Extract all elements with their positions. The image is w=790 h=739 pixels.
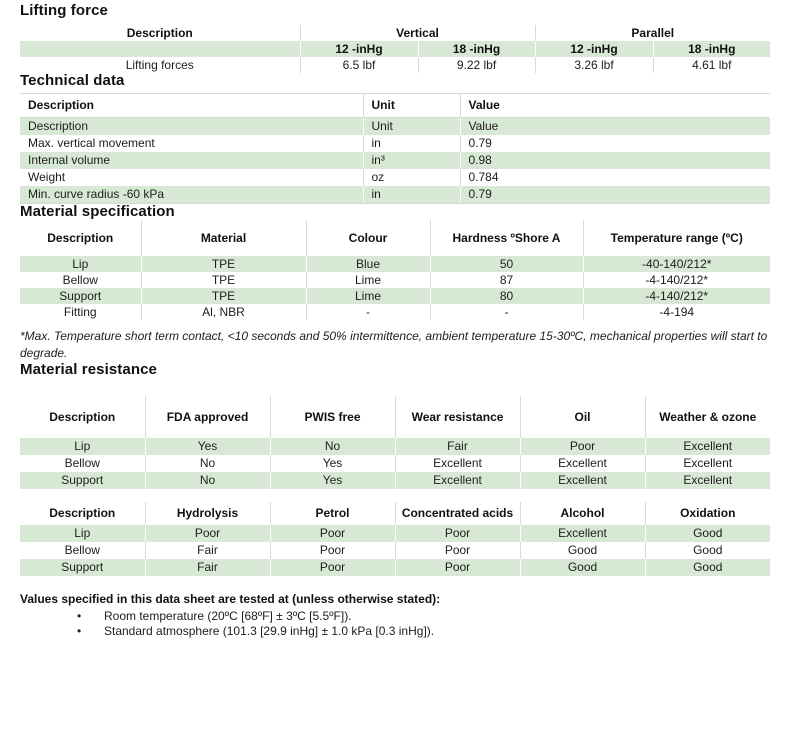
cell: Lime — [306, 288, 430, 304]
subheader-cell: 18 -inHg — [418, 41, 535, 57]
section-title-lifting-force: Lifting force — [20, 2, 108, 19]
tech-header-row — [20, 94, 770, 118]
cell: 0.784 — [460, 169, 770, 186]
cell: Support — [20, 288, 141, 304]
header-cell: Oil — [520, 396, 645, 438]
subheader-cell: 12 -inHg — [535, 41, 653, 57]
cell: Excellent — [395, 455, 520, 472]
cell: 6.5 lbf — [300, 57, 418, 73]
table-row — [20, 57, 770, 73]
cell: Weight — [28, 170, 66, 184]
table-row — [20, 118, 770, 136]
table-row — [20, 288, 770, 304]
cell: Good — [520, 542, 645, 559]
cell: Excellent — [520, 472, 645, 489]
header-cell-parallel: Parallel — [535, 25, 770, 41]
cell: Max. vertical movement — [28, 136, 155, 150]
header-cell: PWIS free — [270, 396, 395, 438]
header-cell: Unit — [363, 94, 460, 118]
lifting-subheader-row — [20, 41, 770, 57]
cell: Value — [460, 118, 770, 136]
footer-bullet-list — [75, 609, 770, 639]
header-cell: Description — [49, 506, 116, 520]
cell: Lime — [306, 272, 430, 288]
cell: - — [306, 304, 430, 320]
section-title-technical-data: Technical data — [20, 72, 125, 89]
cell: Fair — [145, 542, 270, 559]
cell: 80 — [430, 288, 583, 304]
header-cell: Temperature range (ºC) — [583, 220, 770, 256]
cell: Support — [20, 559, 145, 576]
cell: Lip — [20, 525, 145, 542]
list-item — [75, 624, 770, 639]
table-row — [20, 559, 770, 576]
cell: 9.22 lbf — [418, 57, 535, 73]
cell: Good — [645, 542, 770, 559]
cell: Blue — [306, 256, 430, 272]
cell: in³ — [363, 152, 460, 169]
cell: TPE — [141, 288, 306, 304]
cell: Excellent — [645, 472, 770, 489]
cell: in — [363, 135, 460, 152]
table-row — [20, 152, 770, 169]
cell: 0.79 — [460, 135, 770, 152]
header-cell: Colour — [306, 220, 430, 256]
cell: TPE — [141, 256, 306, 272]
table-row — [20, 272, 770, 288]
matres1-header-row — [20, 396, 770, 438]
table-row — [20, 304, 770, 320]
header-cell: Weather & ozone — [645, 396, 770, 438]
cell: Min. curve radius -60 kPa — [20, 186, 363, 204]
header-cell: Alcohol — [520, 502, 645, 525]
cell: Bellow — [62, 273, 98, 287]
table-row — [20, 169, 770, 186]
subheader-cell: 12 -inHg — [300, 41, 418, 57]
cell: -4-140/212* — [583, 288, 770, 304]
section-title-material-resistance: Material resistance — [20, 361, 157, 378]
cell: No — [145, 455, 270, 472]
cell: Excellent — [520, 455, 645, 472]
cell: Poor — [270, 525, 395, 542]
cell: Excellent — [645, 438, 770, 455]
cell: TPE — [141, 272, 306, 288]
footer-notes — [20, 592, 770, 639]
cell: Description — [20, 118, 363, 136]
header-cell: Value — [460, 94, 770, 118]
cell: -40-140/212* — [583, 256, 770, 272]
header-cell: Material — [141, 220, 306, 256]
cell: Excellent — [520, 525, 645, 542]
cell: Yes — [145, 438, 270, 455]
header-cell: Wear resistance — [395, 396, 520, 438]
cell: Poor — [270, 542, 395, 559]
header-cell: FDA approved — [145, 396, 270, 438]
header-cell: Description — [49, 410, 116, 424]
cell: 4.61 lbf — [653, 57, 770, 73]
table-row — [20, 256, 770, 272]
header-cell: Description — [20, 94, 363, 118]
cell: Good — [520, 559, 645, 576]
cell: Yes — [270, 455, 395, 472]
cell: 3.26 lbf — [535, 57, 653, 73]
cell: Bellow — [64, 543, 100, 557]
cell: Fair — [395, 438, 520, 455]
cell: Support — [20, 472, 145, 489]
list-item — [75, 609, 770, 624]
cell: Fitting — [63, 305, 97, 319]
matres2-header-row — [20, 502, 770, 525]
table-row — [20, 438, 770, 455]
footer-bullet-text: Room temperature (20ºC [68ºF] ± 3ºC [5.5ºF]). — [104, 609, 352, 623]
header-cell: Description — [47, 231, 114, 245]
table-row — [20, 542, 770, 559]
header-cell: Petrol — [270, 502, 395, 525]
cell: Al, NBR — [141, 304, 306, 320]
material-resistance-table-1 — [20, 396, 770, 489]
subheader-cell-empty — [20, 41, 300, 57]
cell: Poor — [395, 542, 520, 559]
table-row — [20, 186, 770, 204]
cell: 50 — [430, 256, 583, 272]
cell: in — [363, 186, 460, 204]
cell: 0.98 — [460, 152, 770, 169]
footer-bullet-text: Standard atmosphere (101.3 [29.9 inHg] ± 1.0 kPa [0.3 inHg]). — [104, 624, 435, 638]
cell: Internal volume — [20, 152, 363, 169]
table-row — [20, 135, 770, 152]
cell: -4-194 — [583, 304, 770, 320]
header-cell-description: Description — [126, 26, 193, 40]
header-cell: Concentrated acids — [395, 502, 520, 525]
cell: Lip — [20, 438, 145, 455]
bullet-icon: • — [77, 624, 82, 638]
cell: Poor — [395, 559, 520, 576]
header-cell: Hardness ºShore A — [430, 220, 583, 256]
lifting-force-table — [20, 25, 770, 73]
technical-data-table — [20, 93, 770, 204]
cell: Poor — [270, 559, 395, 576]
material-resistance-table-2 — [20, 502, 770, 576]
cell: oz — [363, 169, 460, 186]
subheader-cell: 18 -inHg — [653, 41, 770, 57]
cell: Poor — [395, 525, 520, 542]
cell: No — [270, 438, 395, 455]
table-row — [20, 455, 770, 472]
cell: No — [145, 472, 270, 489]
header-cell: Oxidation — [645, 502, 770, 525]
cell: Excellent — [395, 472, 520, 489]
cell: Unit — [363, 118, 460, 136]
cell: Good — [645, 559, 770, 576]
section-title-material-specification: Material specification — [20, 203, 175, 220]
cell: -4-140/212* — [583, 272, 770, 288]
table-row — [20, 472, 770, 489]
footer-intro: Values specified in this data sheet are tested at (unless otherwise stated): — [20, 592, 441, 606]
cell: Bellow — [64, 456, 100, 470]
cell-row-label: Lifting forces — [125, 58, 194, 72]
cell: 0.79 — [460, 186, 770, 204]
matspec-header-row — [20, 220, 770, 256]
material-spec-footnote: *Max. Temperature short term contact, <10 seconds and 50% intermittence, ambient temperature 15-30ºC, mechanical properties will start to degrade. — [20, 329, 768, 360]
material-specification-table — [20, 220, 770, 320]
cell: Lip — [20, 256, 141, 272]
cell: 87 — [430, 272, 583, 288]
cell: - — [430, 304, 583, 320]
header-cell: Hydrolysis — [145, 502, 270, 525]
cell: Yes — [270, 472, 395, 489]
lifting-header-row — [20, 25, 770, 41]
bullet-icon: • — [77, 609, 82, 623]
cell: Fair — [145, 559, 270, 576]
cell: Poor — [145, 525, 270, 542]
cell: Poor — [520, 438, 645, 455]
cell: Good — [645, 525, 770, 542]
cell: Excellent — [645, 455, 770, 472]
header-cell-vertical: Vertical — [300, 25, 535, 41]
table-row — [20, 525, 770, 542]
